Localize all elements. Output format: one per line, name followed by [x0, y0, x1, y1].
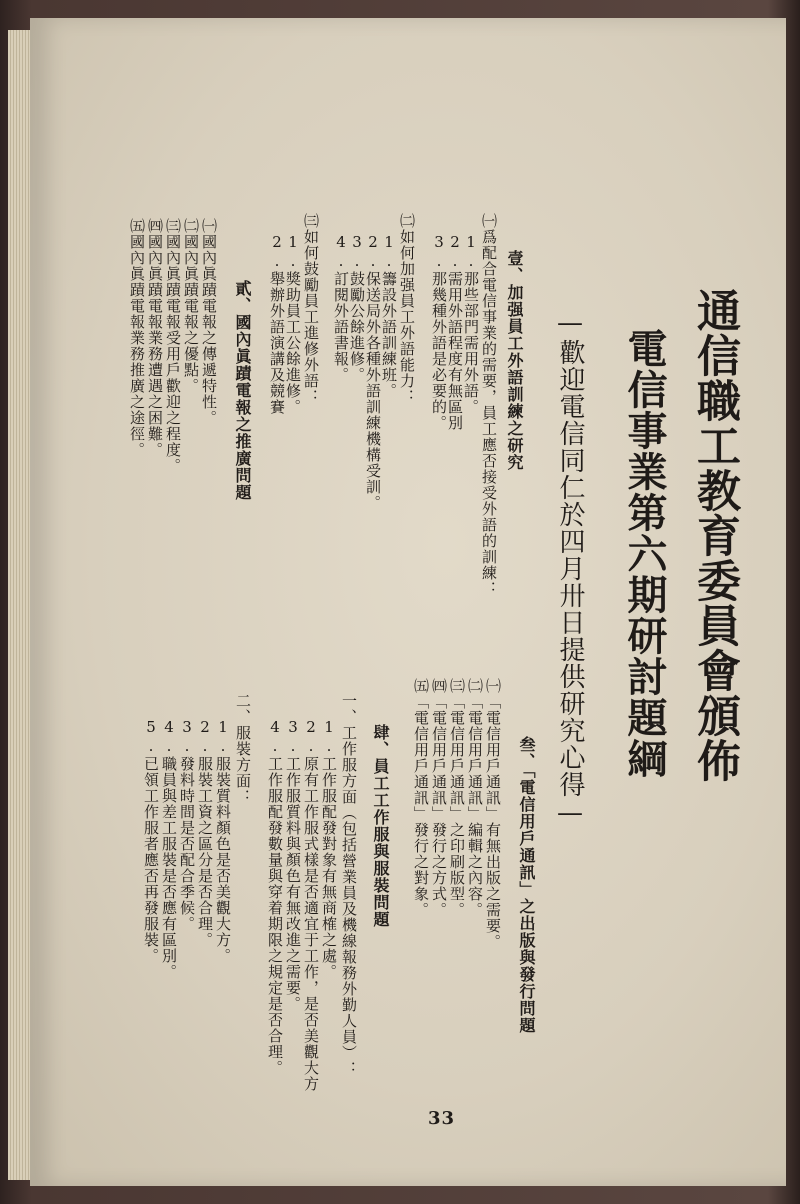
section-4-line: 3.發料時間是否配合季候。: [178, 718, 196, 932]
section-2-heading: 貳、國內眞蹟電報之推廣問題: [233, 280, 252, 501]
section-2-line: ㈤國內眞蹟電報業務推廣之途徑。: [128, 218, 146, 458]
section-4-line: 2.原有工作服式樣是否適宜于工作，是否美觀大方: [302, 718, 320, 1092]
section-3-line: ㈠「電信用戶通訊」有無出版之需要。: [484, 678, 502, 950]
section-1-line: 1.獎助員工公餘進修。: [284, 233, 302, 415]
section-2-line: ㈢國內眞蹟電報受用戶歡迎之程度。: [164, 218, 182, 474]
section-4-line: 4.工作服配發數量與穿着期限之規定是否合理。: [266, 718, 284, 1076]
section-4-line: 5.已領工作服者應否再發服裝。: [142, 718, 160, 964]
page-number: 33: [428, 1108, 456, 1129]
section-3-line: ㈣「電信用戶通訊」發行之方式。: [430, 678, 448, 918]
book-page: [30, 18, 786, 1186]
section-4-line: 1.工作服配發對象有無商榷之處。: [320, 718, 338, 980]
section-3-line: ㈢「電信用戶通訊」之印刷版型。: [448, 678, 466, 918]
section-2-line: ㈠國內眞蹟電報之傳遞特性。: [200, 218, 218, 426]
document-title: 通信職工教育委員會頒佈: [689, 288, 740, 783]
section-4-line: 3.工作服質料與顏色有無改進之需要。: [284, 718, 302, 1012]
section-1-line: 3.鼓勵公餘進修。: [348, 233, 366, 383]
section-4-heading: 肆、員工工作服與服裝問題: [371, 724, 390, 928]
section-3-line: ㈡「電信用戶通訊」編輯之內容。: [466, 678, 484, 918]
section-4-line: 二、服裝方面：: [234, 693, 252, 805]
section-4-line: 2.服裝工資之區分是否合理。: [196, 718, 214, 948]
section-1-line: ㈢如何鼓勵員工進修外語：: [302, 213, 320, 405]
section-1-line: 3.那幾種外語是必要的。: [430, 233, 448, 431]
section-3-heading: 叁、「電信用戶通訊」之出版與發行問題: [517, 736, 536, 1034]
section-4-line: 4.職員與差工服裝是否應有區別。: [160, 718, 178, 980]
section-1-line: 2.舉辦外語演講及競賽: [268, 233, 286, 415]
section-1-heading: 壹、加强員工外語訓練之研究: [505, 250, 524, 471]
section-2-line: ㈡國內眞蹟電報之優點。: [182, 218, 200, 394]
section-1-line: 1.那些部門需用外語。: [462, 233, 480, 415]
section-1-line: ㈠爲配合電信事業的需要，員工應否接受外語的訓練：: [480, 213, 498, 597]
section-1-line: 1.籌設外語訓練班。: [380, 233, 398, 399]
section-4-line: 一、工作服方面（包括營業員及機線報務外勤人員）：: [340, 693, 358, 1077]
document-subtitle-tag: —歡迎電信同仁於四月卅日提供研究心得—: [555, 308, 585, 829]
document-subtitle-main: 電信事業第六期研討題綱: [621, 328, 668, 779]
section-3-line: ㈤「電信用戶通訊」發行之對象。: [412, 678, 430, 918]
section-1-line: 2.需用外語程度有無區別: [446, 233, 464, 431]
section-2-line: ㈣國內眞蹟電報業務遭遇之困難。: [146, 218, 164, 458]
section-1-line: 2.保送局外各種外語訓練機構受訓。: [364, 233, 382, 511]
section-1-line: ㈡如何加强員工外語能力：: [398, 213, 416, 405]
section-4-line: 1.服裝質料顏色是否美觀大方。: [214, 718, 232, 964]
section-1-line: 4.訂閱外語書報。: [332, 233, 350, 383]
